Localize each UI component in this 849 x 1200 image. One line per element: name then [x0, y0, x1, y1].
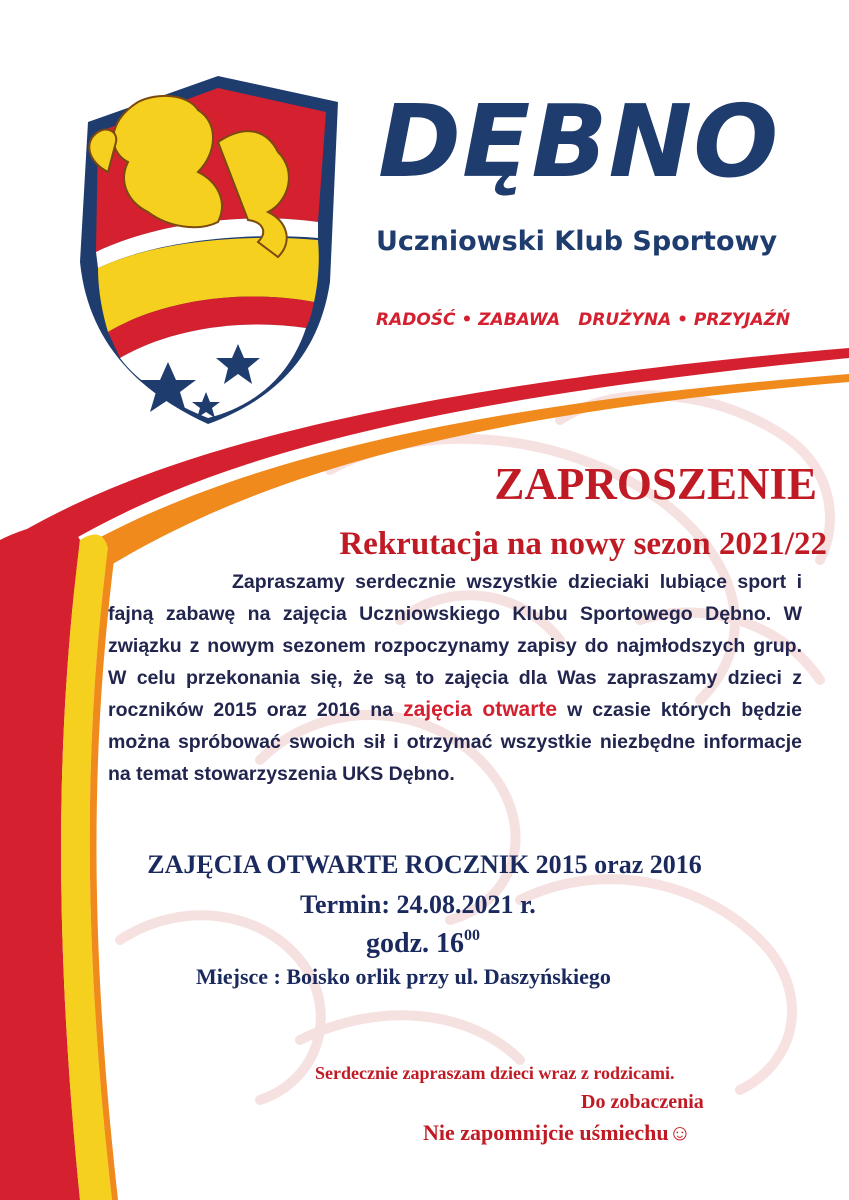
club-crest-logo [68, 62, 358, 432]
body-highlight: zajęcia otwarte [403, 698, 558, 721]
hour-minutes: 00 [464, 927, 480, 944]
schedule-title: ZAJĘCIA OTWARTE ROCZNIK 2015 oraz 2016 [147, 850, 702, 879]
slogan-left: RADOŚĆ • ZABAWA [376, 310, 561, 330]
club-subtitle: Uczniowski Klub Sportowy [376, 226, 778, 257]
footer-line-1: Serdecznie zapraszam dzieci wraz z rodzicami. [315, 1063, 675, 1083]
club-slogan [376, 312, 790, 329]
footer-line-3: Nie zapomnijcie uśmiechu☺ [423, 1120, 692, 1145]
body-part-1: Zapraszamy serdecznie wszystkie dzieciaki lubiące sport i fajną zabawę na zajęcia Uczniowskiego Klubu Sportowego Dębno. W związku z nowym sezonem rozpoczynamy zapisy do najmłodszych grup. W celu przekonania się, że są to zajęcia dla Was zapraszamy dzieci z roczników 2015 oraz 2016 na [108, 571, 802, 721]
invitation-body [108, 566, 802, 790]
invitation-subtitle: Rekrutacja na nowy sezon 2021/22 [339, 526, 827, 562]
invitation-title: ZAPROSZENIE [494, 459, 817, 509]
slogan-right: DRUŻYNA • PRZYJAŹŃ [578, 310, 791, 330]
schedule-date: Termin: 24.08.2021 r. [300, 890, 536, 919]
hour-label: godz. 16 [366, 928, 464, 959]
schedule-place: Miejsce : Boisko orlik przy ul. Daszyńskiego [196, 964, 611, 989]
schedule-hour [366, 928, 480, 958]
footer-line-2: Do zobaczenia [581, 1091, 704, 1113]
club-name: DĘBNO [378, 83, 780, 200]
body-part-2: w czasie których będzie można spróbować swoich sił i otrzymać wszystkie niezbędne informacje na temat stowarzyszenia UKS Dębno. [108, 699, 803, 785]
